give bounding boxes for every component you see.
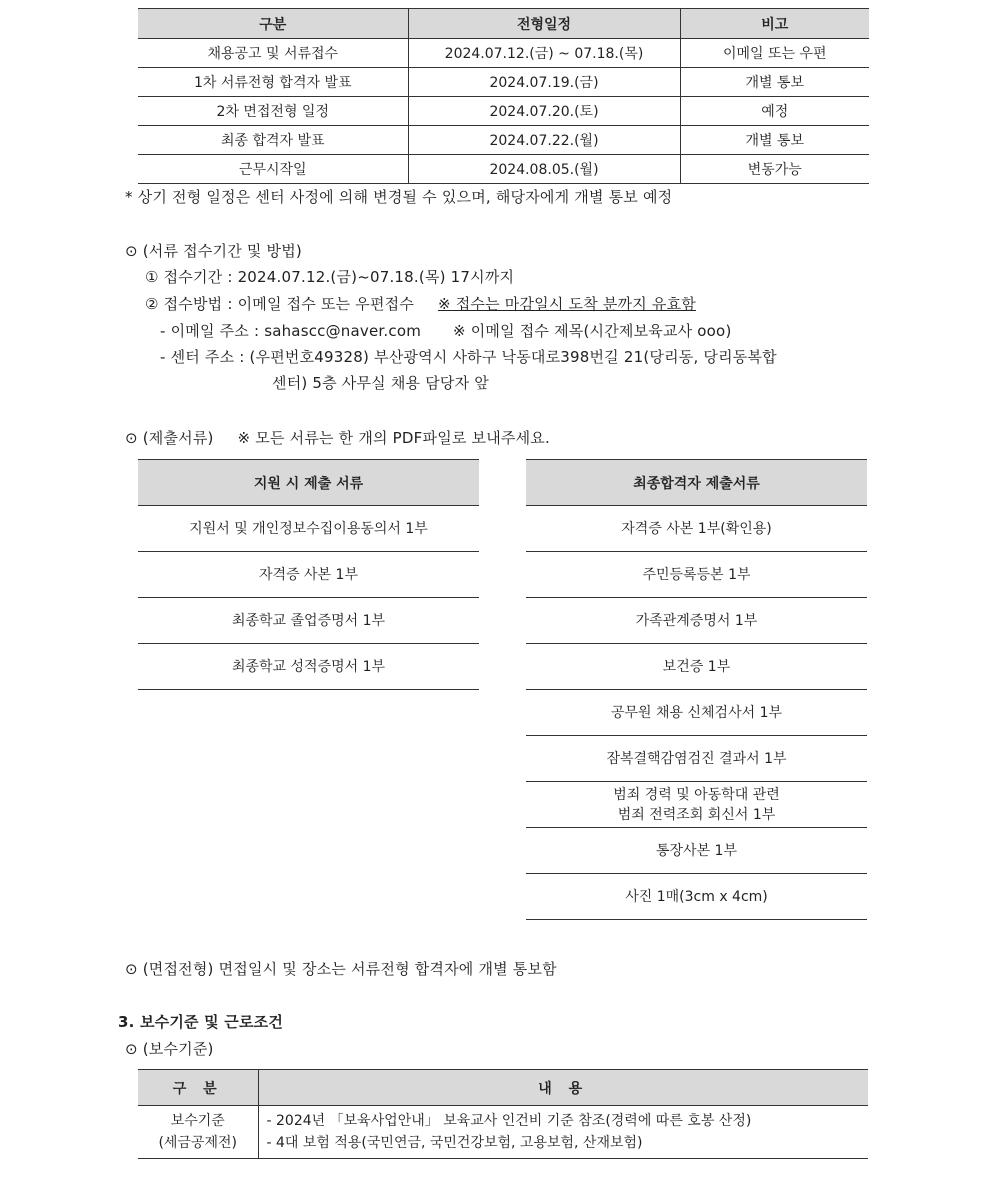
schedule-cell: 개별 통보 [680, 68, 869, 97]
schedule-cell: 채용공고 및 서류접수 [138, 39, 408, 68]
submission-period: ① 접수기간 : 2024.07.12.(금)~07.18.(목) 17시까지 [145, 268, 515, 286]
submission-method: ② 접수방법 : 이메일 접수 또는 우편접수 [145, 295, 415, 313]
schedule-cell: 2024.07.19.(금) [408, 68, 680, 97]
table-row [138, 506, 479, 552]
table-row [138, 598, 479, 644]
submission-address-line2: 센터) 5층 사무실 채용 담당자 앞 [272, 374, 489, 392]
schedule-cell: 2024.07.22.(월) [408, 126, 680, 155]
final-document-item: 잠복결핵감염검진 결과서 1부 [526, 736, 867, 782]
table-row [138, 39, 869, 68]
schedule-cell: 1차 서류전형 합격자 발표 [138, 68, 408, 97]
schedule-cell: 최종 합격자 발표 [138, 126, 408, 155]
submission-address-line1: - 센터 주소 : (우편번호49328) 부산광역시 사하구 낙동대로398번길 21(당리동, 당리동복합 [160, 348, 777, 366]
table-row [526, 736, 867, 782]
table-row [526, 598, 867, 644]
table-row [138, 1106, 868, 1159]
table-row [526, 506, 867, 552]
schedule-cell: 2024.07.12.(금) ~ 07.18.(목) [408, 39, 680, 68]
apply-documents-table [138, 459, 479, 690]
table-row [138, 97, 869, 126]
apply-documents-header: 지원 시 제출 서류 [138, 460, 479, 506]
submission-title: ⊙ (서류 접수기간 및 방법) [125, 242, 302, 260]
schedule-header-date: 전형일정 [408, 9, 680, 39]
table-row [526, 828, 867, 874]
apply-header-row [138, 460, 479, 506]
apply-document-item: 지원서 및 개인정보수집이용동의서 1부 [138, 506, 479, 552]
final-document-item: 가족관계증명서 1부 [526, 598, 867, 644]
final-header-row [526, 460, 867, 506]
table-row [138, 644, 479, 690]
final-document-item [526, 782, 867, 828]
submission-email-line [160, 320, 732, 341]
schedule-cell: 근무시작일 [138, 155, 408, 184]
final-document-item: 주민등록등본 1부 [526, 552, 867, 598]
table-row [526, 782, 867, 828]
apply-document-item: 자격증 사본 1부 [138, 552, 479, 598]
documents-title-line [125, 427, 550, 448]
apply-document-item: 최종학교 졸업증명서 1부 [138, 598, 479, 644]
pay-subtitle: ⊙ (보수기준) [125, 1040, 214, 1058]
table-row [526, 644, 867, 690]
schedule-header-category: 구분 [138, 9, 408, 39]
schedule-header-row [138, 9, 869, 39]
table-row [526, 874, 867, 920]
schedule-cell: 2차 면접전형 일정 [138, 97, 408, 126]
final-document-item: 자격증 사본 1부(확인용) [526, 506, 867, 552]
pay-row-label-line2: (세금공제전) [158, 1135, 238, 1151]
schedule-cell: 개별 통보 [680, 126, 869, 155]
pay-content-line1: - 2024년 「보육사업안내」 보육교사 인건비 기준 참조(경력에 따른 호봉 산정) [266, 1113, 752, 1129]
final-document-item: 통장사본 1부 [526, 828, 867, 874]
documents-note: ※ 모든 서류는 한 개의 PDF파일로 보내주세요. [237, 429, 550, 447]
final-documents-header: 최종합격자 제출서류 [526, 460, 867, 506]
schedule-note: * 상기 전형 일정은 센터 사정에 의해 변경될 수 있으며, 해당자에게 개별 통보 예정 [125, 188, 673, 206]
schedule-cell: 예정 [680, 97, 869, 126]
final-document-item-line1: 범죄 경력 및 아동학대 관련 [613, 786, 780, 803]
schedule-cell: 변동가능 [680, 155, 869, 184]
submission-email: - 이메일 주소 : sahascc@naver.com [160, 322, 422, 340]
submission-method-note: ※ 접수는 마감일시 도착 분까지 유효함 [438, 295, 696, 313]
final-documents-table [526, 459, 867, 920]
submission-email-subject: ※ 이메일 접수 제목(시간제보육교사 ooo) [452, 322, 732, 340]
schedule-table [138, 8, 869, 184]
pay-row-label [138, 1106, 258, 1159]
schedule-header-note: 비고 [680, 9, 869, 39]
pay-content-line2: - 4대 보험 적용(국민연금, 국민건강보험, 고용보험, 산재보험) [266, 1135, 643, 1151]
final-document-item: 사진 1매(3cm x 4cm) [526, 874, 867, 920]
pay-heading: 3. 보수기준 및 근로조건 [118, 1013, 284, 1031]
apply-document-item: 최종학교 성적증명서 1부 [138, 644, 479, 690]
pay-header-row [138, 1070, 868, 1106]
pay-header-category: 구 분 [138, 1070, 258, 1106]
schedule-cell: 2024.07.20.(토) [408, 97, 680, 126]
table-row [138, 552, 479, 598]
interview-text: ⊙ (면접전형) 면접일시 및 장소는 서류전형 합격자에 개별 통보함 [125, 960, 557, 978]
table-row [138, 68, 869, 97]
schedule-cell: 이메일 또는 우편 [680, 39, 869, 68]
pay-header-content: 내 용 [258, 1070, 868, 1106]
table-row [138, 155, 869, 184]
final-document-item-line2: 범죄 전력조회 회신서 1부 [617, 806, 776, 823]
table-row [526, 552, 867, 598]
submission-method-line [145, 293, 696, 314]
pay-row-content [258, 1106, 868, 1159]
pay-row-label-line1: 보수기준 [170, 1113, 225, 1129]
pay-table [138, 1069, 868, 1159]
final-document-item: 공무원 채용 신체검사서 1부 [526, 690, 867, 736]
documents-title: ⊙ (제출서류) [125, 429, 214, 447]
table-row [138, 126, 869, 155]
schedule-cell: 2024.08.05.(월) [408, 155, 680, 184]
table-row [526, 690, 867, 736]
final-document-item: 보건증 1부 [526, 644, 867, 690]
